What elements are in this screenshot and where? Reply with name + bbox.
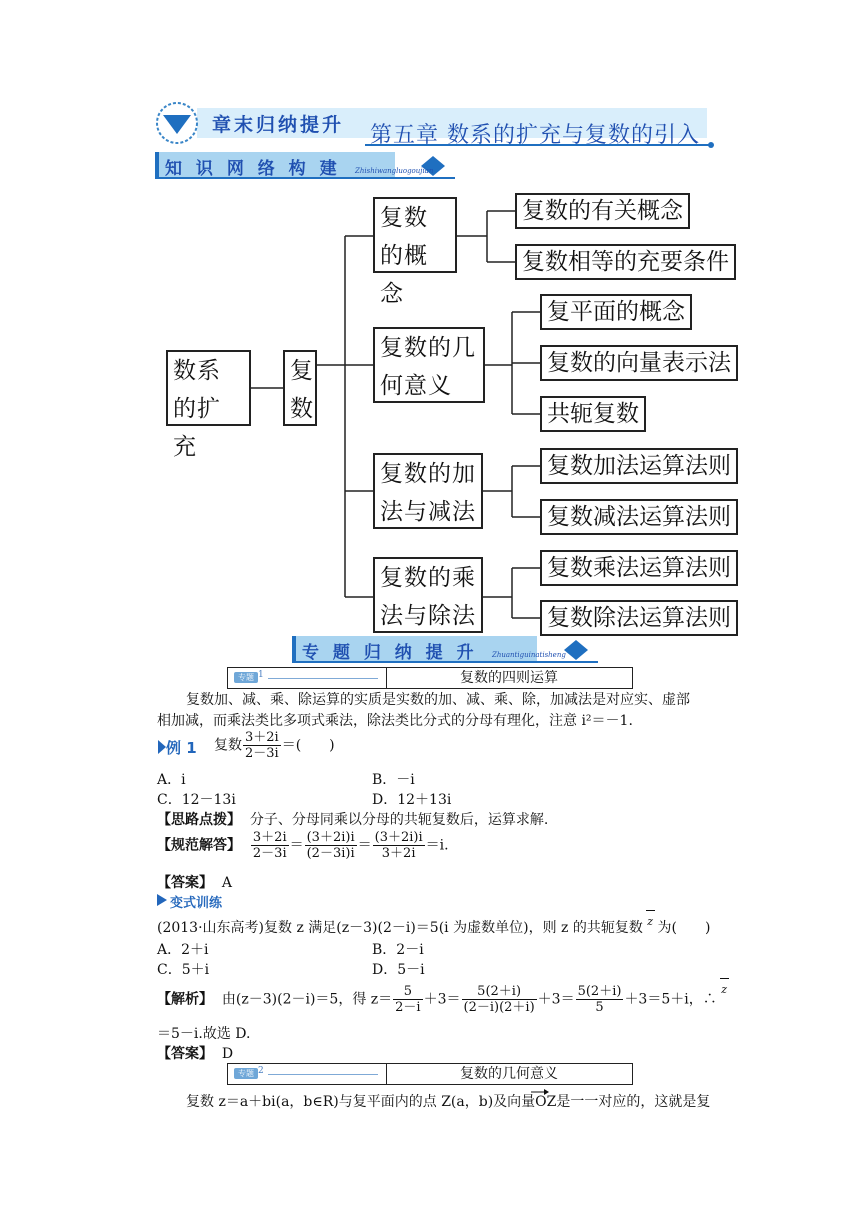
option-b: B．2－i <box>372 942 424 958</box>
section-pinyin: Zhuantiguinatisheng <box>492 651 566 659</box>
tree-root-box: 数系的扩充 <box>166 350 251 426</box>
topic-title: 复数的四则运算 <box>460 670 558 686</box>
topic-2-header <box>227 1063 633 1085</box>
analysis-line-2: ＝5－i.故选 D. <box>157 1026 251 1042</box>
analysis-line: 【解析】 由(z－3)(2－i)＝5，得 z＝ $\frac{5}{2-i}$ ＋3＝ $\frac{5(2+i)}{(2-i)(2+i)}$ ＋3＝ $\frac{5(2+i)}{5}$ ＋3＝5＋i，∴ z <box>157 984 727 1015</box>
tree-branch-concept: 复数的概念 <box>373 197 457 273</box>
tree-leaf: 复数加法运算法则 <box>540 448 738 484</box>
option-d: D．12＋13i <box>372 792 452 808</box>
option-c: C．5＋i <box>157 962 210 978</box>
variant-stem: (2013·山东高考)复数 z 满足(z－3)(2－i)＝5(i 为虚数单位)，则 z 的共轭复数 z 为( ) <box>157 918 710 938</box>
section-pinyin: Zhishiwangluogoujian <box>355 167 434 175</box>
option-b: B．－i <box>372 772 415 788</box>
tree-leaf: 复平面的概念 <box>540 294 692 330</box>
tree-branch-geometry: 复数的几何意义 <box>373 327 485 403</box>
option-a: A．i <box>157 772 186 788</box>
diamond-icon <box>564 640 588 660</box>
section-topics-bar <box>292 636 598 664</box>
topic-intro-line: 相加减，而乘法类比多项式乘法，除法类比分式的分母有理化，注意 i²＝－1. <box>157 713 633 729</box>
tree-leaf: 复数的向量表示法 <box>540 345 738 381</box>
topic-intro-line: 复数 z＝a＋bi(a，b∈R)与复平面内的点 Z(a，b)及向量OZ是一一对应的，这就是复 <box>186 1094 711 1110</box>
variant-label: 变式训练 <box>170 896 223 911</box>
tree-branch-add-sub: 复数的加法与减法 <box>373 453 483 529</box>
tree-leaf: 复数的有关概念 <box>515 193 690 229</box>
tree-leaf: 复数相等的充要条件 <box>515 244 736 280</box>
answer-line: 【答案】 A <box>157 875 233 891</box>
topic-tag: 专题 <box>234 672 258 683</box>
section-title: 知 识 网 络 构 建 <box>165 159 341 179</box>
option-a: A．2＋i <box>157 942 209 958</box>
topic-number: 1 <box>258 670 264 680</box>
section-title: 专 题 归 纳 提 升 <box>302 643 478 663</box>
chapter-summary-title: 章末归纳提升 <box>212 114 345 136</box>
example-stem: 复数 $\frac{3+2i}{2-3i}$ ＝( ) <box>214 730 335 761</box>
tree-leaf: 复数减法运算法则 <box>540 499 738 535</box>
topic-title: 复数的几何意义 <box>460 1066 558 1082</box>
tree-mid-box: 复数 <box>283 350 317 426</box>
hint-line: 【思路点拨】 分子、分母同乘以分母的共轭复数后，运算求解. <box>157 812 549 828</box>
solution-line: 【规范解答】 $\frac{3+2i}{2-3i}$ ＝ $\frac{(3+2i)i}{(2-3i)i}$ ＝ $\frac{(3+2i)i}{3+2i}$ ＝i. <box>157 830 449 861</box>
topic-1-header <box>227 667 633 689</box>
topic-intro-line: 复数加、减、乘、除运算的实质是实数的加、减、乘、除，加减法是对应实、虚部 <box>186 692 690 708</box>
tree-leaf: 复数除法运算法则 <box>540 600 738 636</box>
example-badge: 例 1 <box>166 739 197 757</box>
tree-leaf: 复数乘法运算法则 <box>540 550 738 586</box>
vector-arrow-icon <box>530 1087 550 1095</box>
chapter-name: 第五章 数系的扩充与复数的引入 <box>370 123 700 148</box>
topic-number: 2 <box>258 1066 264 1076</box>
answer-line: 【答案】 D <box>157 1046 234 1062</box>
tree-leaf: 共轭复数 <box>540 396 646 432</box>
option-c: C．12－13i <box>157 792 236 808</box>
topic-tag: 专题 <box>234 1068 258 1079</box>
variant-arrow-icon <box>157 893 169 907</box>
tree-branch-mul-div: 复数的乘法与除法 <box>373 557 483 633</box>
option-d: D．5－i <box>372 962 425 978</box>
